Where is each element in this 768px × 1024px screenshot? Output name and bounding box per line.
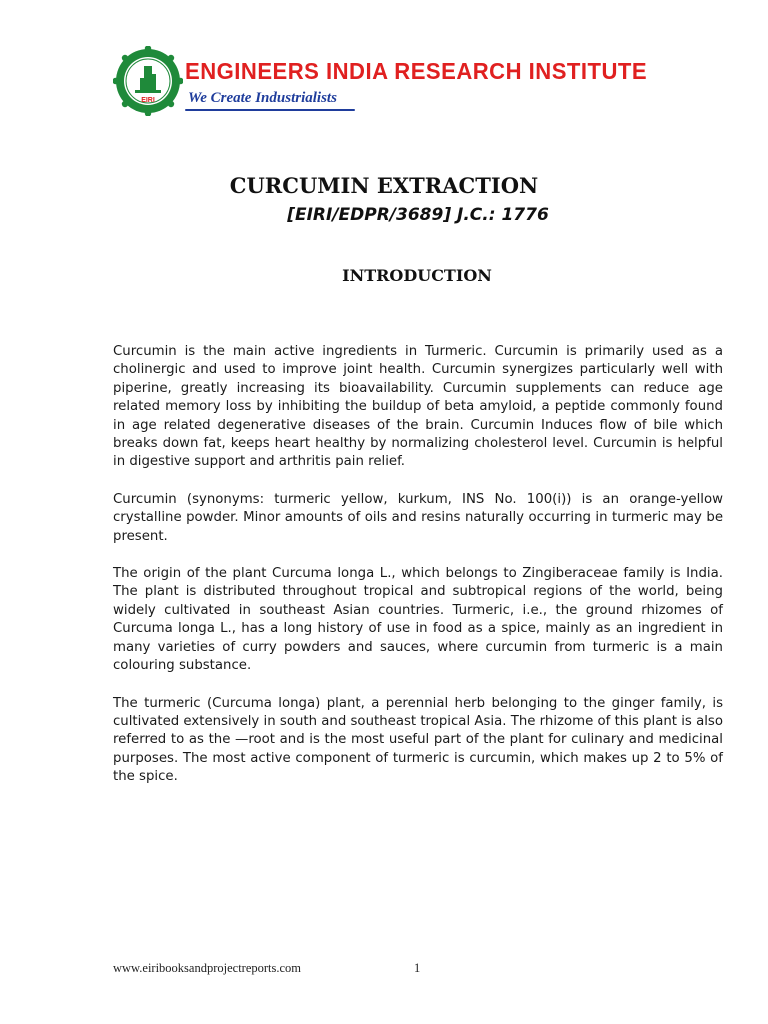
eiri-seal-icon (113, 46, 183, 116)
tagline: We Create Industrialists (188, 90, 337, 106)
organization-name: ENGINEERS INDIA RESEARCH INSTITUTE (185, 58, 648, 84)
seal-logo-text: EIRI (141, 97, 155, 104)
footer-url: www.eiribooksandprojectreports.com (113, 961, 302, 975)
document-title: CURCUMIN EXTRACTION (229, 173, 539, 198)
paragraph: The turmeric (Curcuma longa) plant, a perennial herb belonging to the ginger family, is cultivated extensively in south and southeast tropical Asia. The rhizome of this plant is also referred to as the —root and is the most useful part of the plant for culinary and medicinal purposes. The most active component of turmeric is curcumin, which makes up 2 to 5% of the spice. (113, 695, 723, 785)
paragraph: The origin of the plant Curcuma longa L., which belongs to Zingiberaceae family is India. The plant is distributed throughout tropical and subtropical regions of the world, being widely cultivated in southeast Asian countries. Turmeric, i.e., the ground rhizomes of Curcuma longa L., has a long history of use in food as a spice, mainly as an ingredient in many varieties of curry powders and sauces, where curcumin from turmeric is a main colouring substance. (113, 566, 723, 674)
page-header (113, 46, 648, 118)
paragraph: Curcumin (synonyms: turmeric yellow, kurkum, INS No. 100(i)) is an orange-yellow crystalline powder. Minor amounts of oils and resins naturally occurring in turmeric may be present. (113, 491, 723, 544)
body-text (113, 343, 723, 806)
tagline-underline (185, 109, 355, 111)
page-number: 1 (414, 961, 421, 975)
section-heading: INTRODUCTION (342, 266, 492, 285)
paragraph: Curcumin is the main active ingredients in Turmeric. Curcumin is primarily used as a cholinergic and used to improve joint health. Curcumin synergizes particularly well with piperine, greatly increasing its bioavailability. Curcumin supplements can reduce age related memory loss by inhibiting the buildup of beta amyloid, a peptide commonly found in age related degenerative diseases of the brain. Curcumin Induces flow of bile which breaks down fat, keeps heart healthy by normalizing cholesterol level. Curcumin is helpful in digestive support and arthritis pain relief. (113, 344, 723, 470)
document-subtitle: [EIRI/EDPR/3689] J.C.: 1776 (287, 205, 549, 225)
